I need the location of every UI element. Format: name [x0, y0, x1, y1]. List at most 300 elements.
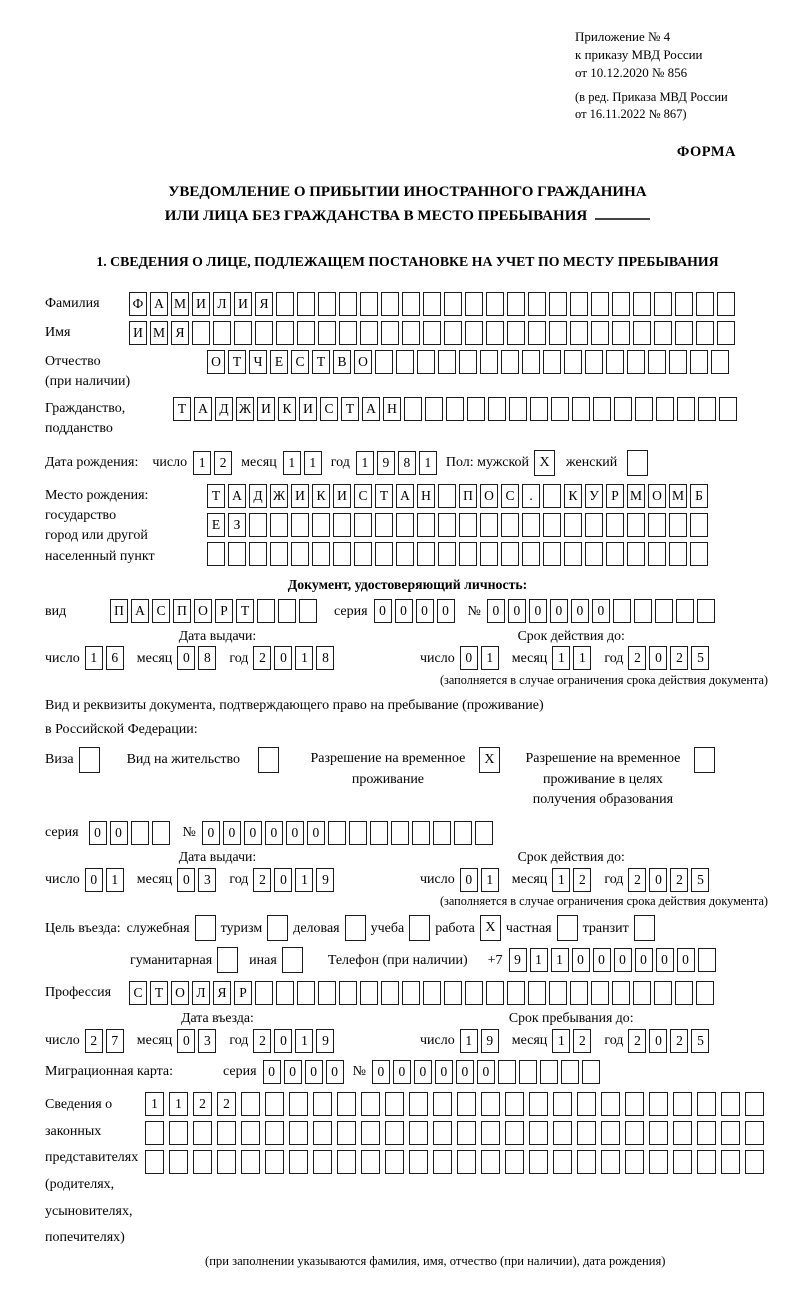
form-cell[interactable] — [690, 350, 708, 374]
form-cell[interactable] — [480, 542, 498, 566]
form-cell[interactable]: 1 — [552, 646, 570, 670]
form-cell[interactable]: О — [648, 484, 666, 508]
form-cell[interactable]: 0 — [649, 1029, 667, 1053]
form-cell[interactable] — [745, 1150, 764, 1174]
form-cell[interactable] — [649, 1092, 668, 1116]
form-cell[interactable] — [677, 397, 695, 421]
form-cell[interactable] — [549, 321, 567, 345]
form-cell[interactable] — [601, 1150, 620, 1174]
form-cell[interactable]: 3 — [198, 1029, 216, 1053]
form-cell[interactable] — [402, 981, 420, 1005]
form-cell[interactable]: Т — [375, 484, 393, 508]
form-cell[interactable]: 0 — [460, 868, 478, 892]
form-cell[interactable] — [417, 350, 435, 374]
purpose-other-checkbox[interactable] — [282, 947, 303, 973]
form-cell[interactable] — [169, 1150, 188, 1174]
form-cell[interactable] — [360, 292, 378, 316]
form-cell[interactable]: 1 — [295, 646, 313, 670]
form-cell[interactable]: К — [312, 484, 330, 508]
form-cell[interactable] — [361, 1121, 380, 1145]
form-cell[interactable] — [591, 981, 609, 1005]
form-cell[interactable] — [721, 1092, 740, 1116]
form-cell[interactable]: 2 — [573, 1029, 591, 1053]
form-cell[interactable]: С — [501, 484, 519, 508]
form-cell[interactable] — [457, 1150, 476, 1174]
form-cell[interactable] — [522, 350, 540, 374]
form-cell[interactable] — [498, 1060, 516, 1084]
form-cell[interactable]: Л — [192, 981, 210, 1005]
form-cell[interactable] — [312, 542, 330, 566]
form-cell[interactable] — [721, 1150, 740, 1174]
form-cell[interactable] — [591, 292, 609, 316]
form-cell[interactable] — [543, 350, 561, 374]
form-cell[interactable]: М — [669, 484, 687, 508]
form-cell[interactable] — [402, 321, 420, 345]
purpose-study-checkbox[interactable] — [409, 915, 430, 941]
form-cell[interactable] — [241, 1092, 260, 1116]
form-cell[interactable] — [582, 1060, 600, 1084]
form-cell[interactable]: 2 — [85, 1029, 103, 1053]
form-cell[interactable] — [612, 292, 630, 316]
form-cell[interactable] — [585, 513, 603, 537]
form-cell[interactable] — [585, 350, 603, 374]
form-cell[interactable]: Я — [255, 292, 273, 316]
form-cell[interactable]: 0 — [508, 599, 526, 623]
form-cell[interactable] — [480, 350, 498, 374]
form-cell[interactable] — [648, 542, 666, 566]
form-cell[interactable] — [501, 542, 519, 566]
form-cell[interactable] — [480, 513, 498, 537]
form-cell[interactable] — [417, 542, 435, 566]
form-cell[interactable]: 1 — [530, 948, 548, 972]
form-cell[interactable]: 1 — [283, 451, 301, 475]
form-cell[interactable]: 0 — [656, 948, 674, 972]
form-cell[interactable] — [446, 397, 464, 421]
form-cell[interactable] — [593, 397, 611, 421]
form-cell[interactable] — [551, 397, 569, 421]
form-cell[interactable]: П — [173, 599, 191, 623]
form-cell[interactable] — [519, 1060, 537, 1084]
form-cell[interactable]: 1 — [460, 1029, 478, 1053]
form-cell[interactable]: 0 — [395, 599, 413, 623]
form-cell[interactable] — [457, 1092, 476, 1116]
form-cell[interactable] — [385, 1150, 404, 1174]
form-cell[interactable]: 0 — [649, 868, 667, 892]
form-cell[interactable] — [543, 513, 561, 537]
form-cell[interactable]: 0 — [414, 1060, 432, 1084]
form-cell[interactable] — [423, 981, 441, 1005]
form-cell[interactable] — [625, 1121, 644, 1145]
form-cell[interactable]: 0 — [274, 646, 292, 670]
purpose-transit-checkbox[interactable] — [634, 915, 655, 941]
form-cell[interactable] — [444, 981, 462, 1005]
form-cell[interactable] — [391, 821, 409, 845]
form-cell[interactable] — [505, 1121, 524, 1145]
purpose-business-checkbox[interactable] — [345, 915, 366, 941]
form-cell[interactable]: Т — [228, 350, 246, 374]
form-cell[interactable] — [669, 542, 687, 566]
form-cell[interactable]: М — [627, 484, 645, 508]
form-cell[interactable] — [625, 1150, 644, 1174]
form-cell[interactable] — [360, 981, 378, 1005]
form-cell[interactable] — [486, 321, 504, 345]
form-cell[interactable]: 1 — [295, 1029, 313, 1053]
form-cell[interactable]: 1 — [169, 1092, 188, 1116]
form-cell[interactable] — [627, 542, 645, 566]
form-cell[interactable] — [255, 981, 273, 1005]
form-cell[interactable] — [467, 397, 485, 421]
form-cell[interactable] — [564, 513, 582, 537]
form-cell[interactable]: 0 — [477, 1060, 495, 1084]
form-cell[interactable] — [572, 397, 590, 421]
form-cell[interactable] — [278, 599, 296, 623]
form-cell[interactable] — [577, 1121, 596, 1145]
form-cell[interactable] — [409, 1150, 428, 1174]
form-cell[interactable]: 1 — [295, 868, 313, 892]
form-cell[interactable] — [433, 821, 451, 845]
form-cell[interactable]: 2 — [670, 1029, 688, 1053]
form-cell[interactable] — [241, 1121, 260, 1145]
form-cell[interactable] — [543, 542, 561, 566]
form-cell[interactable]: Я — [171, 321, 189, 345]
form-cell[interactable] — [465, 292, 483, 316]
form-cell[interactable] — [522, 513, 540, 537]
form-cell[interactable] — [698, 397, 716, 421]
form-cell[interactable] — [249, 513, 267, 537]
form-cell[interactable] — [570, 292, 588, 316]
form-cell[interactable]: 6 — [106, 646, 124, 670]
form-cell[interactable]: А — [228, 484, 246, 508]
form-cell[interactable]: 0 — [177, 1029, 195, 1053]
form-cell[interactable] — [481, 1150, 500, 1174]
form-cell[interactable] — [438, 484, 456, 508]
form-cell[interactable] — [696, 981, 714, 1005]
form-cell[interactable] — [507, 321, 525, 345]
form-cell[interactable] — [649, 1121, 668, 1145]
form-cell[interactable] — [528, 981, 546, 1005]
form-cell[interactable]: 2 — [217, 1092, 236, 1116]
form-cell[interactable] — [291, 513, 309, 537]
form-cell[interactable]: З — [228, 513, 246, 537]
form-cell[interactable]: С — [320, 397, 338, 421]
form-cell[interactable] — [654, 321, 672, 345]
form-cell[interactable]: В — [333, 350, 351, 374]
form-cell[interactable] — [404, 397, 422, 421]
form-cell[interactable] — [339, 981, 357, 1005]
form-cell[interactable] — [318, 321, 336, 345]
form-cell[interactable]: 9 — [509, 948, 527, 972]
form-cell[interactable]: Б — [690, 484, 708, 508]
form-cell[interactable] — [528, 321, 546, 345]
form-cell[interactable] — [577, 1150, 596, 1174]
form-cell[interactable]: 0 — [571, 599, 589, 623]
form-cell[interactable] — [648, 513, 666, 537]
form-cell[interactable] — [501, 513, 519, 537]
form-cell[interactable]: 5 — [691, 868, 709, 892]
form-cell[interactable] — [402, 292, 420, 316]
form-cell[interactable] — [228, 542, 246, 566]
form-cell[interactable]: 1 — [573, 646, 591, 670]
form-cell[interactable]: 8 — [398, 451, 416, 475]
form-cell[interactable] — [697, 1092, 716, 1116]
form-cell[interactable] — [289, 1092, 308, 1116]
form-cell[interactable]: О — [207, 350, 225, 374]
form-cell[interactable]: О — [354, 350, 372, 374]
form-cell[interactable] — [656, 397, 674, 421]
form-cell[interactable] — [361, 1092, 380, 1116]
form-cell[interactable] — [697, 1121, 716, 1145]
form-cell[interactable]: 0 — [274, 868, 292, 892]
form-cell[interactable] — [438, 542, 456, 566]
form-cell[interactable]: Ж — [270, 484, 288, 508]
form-cell[interactable]: Н — [383, 397, 401, 421]
form-cell[interactable] — [375, 513, 393, 537]
form-cell[interactable] — [396, 542, 414, 566]
form-cell[interactable]: А — [131, 599, 149, 623]
form-cell[interactable]: 2 — [628, 868, 646, 892]
form-cell[interactable]: Ж — [236, 397, 254, 421]
form-cell[interactable]: 0 — [284, 1060, 302, 1084]
form-cell[interactable]: 0 — [550, 599, 568, 623]
form-cell[interactable] — [614, 397, 632, 421]
form-cell[interactable] — [486, 292, 504, 316]
form-cell[interactable]: И — [333, 484, 351, 508]
form-cell[interactable]: О — [194, 599, 212, 623]
form-cell[interactable] — [425, 397, 443, 421]
form-cell[interactable] — [217, 1121, 236, 1145]
form-cell[interactable] — [673, 1150, 692, 1174]
form-cell[interactable]: И — [129, 321, 147, 345]
form-cell[interactable]: 9 — [316, 868, 334, 892]
form-cell[interactable] — [669, 350, 687, 374]
form-cell[interactable] — [633, 292, 651, 316]
form-cell[interactable]: 0 — [374, 599, 392, 623]
form-cell[interactable]: С — [152, 599, 170, 623]
form-cell[interactable]: 3 — [198, 868, 216, 892]
form-cell[interactable]: 1 — [193, 451, 211, 475]
form-cell[interactable] — [675, 981, 693, 1005]
form-cell[interactable] — [675, 321, 693, 345]
form-cell[interactable]: . — [522, 484, 540, 508]
form-cell[interactable]: И — [257, 397, 275, 421]
form-cell[interactable] — [564, 350, 582, 374]
form-cell[interactable] — [676, 599, 694, 623]
sex-male-checkbox[interactable]: X — [534, 450, 555, 476]
form-cell[interactable]: Т — [173, 397, 191, 421]
form-cell[interactable] — [297, 292, 315, 316]
form-cell[interactable]: 0 — [572, 948, 590, 972]
form-cell[interactable] — [375, 350, 393, 374]
form-cell[interactable]: 1 — [304, 451, 322, 475]
form-cell[interactable] — [529, 1092, 548, 1116]
form-cell[interactable]: 0 — [326, 1060, 344, 1084]
form-cell[interactable] — [655, 599, 673, 623]
form-cell[interactable]: И — [192, 292, 210, 316]
form-cell[interactable] — [131, 821, 149, 845]
form-cell[interactable]: 2 — [670, 646, 688, 670]
form-cell[interactable] — [433, 1092, 452, 1116]
form-cell[interactable]: 1 — [551, 948, 569, 972]
purpose-tourism-checkbox[interactable] — [267, 915, 288, 941]
form-cell[interactable]: 0 — [307, 821, 325, 845]
form-cell[interactable] — [673, 1092, 692, 1116]
form-cell[interactable]: 9 — [316, 1029, 334, 1053]
form-cell[interactable] — [529, 1121, 548, 1145]
form-cell[interactable] — [354, 542, 372, 566]
form-cell[interactable]: 0 — [177, 868, 195, 892]
form-cell[interactable]: 0 — [460, 646, 478, 670]
form-cell[interactable] — [433, 1121, 452, 1145]
form-cell[interactable] — [570, 321, 588, 345]
form-cell[interactable] — [459, 513, 477, 537]
form-cell[interactable] — [465, 981, 483, 1005]
form-cell[interactable]: И — [291, 484, 309, 508]
form-cell[interactable] — [585, 542, 603, 566]
form-cell[interactable] — [409, 1121, 428, 1145]
form-cell[interactable] — [507, 981, 525, 1005]
form-cell[interactable] — [291, 542, 309, 566]
form-cell[interactable] — [313, 1150, 332, 1174]
form-cell[interactable]: 1 — [552, 868, 570, 892]
form-cell[interactable] — [627, 513, 645, 537]
form-cell[interactable] — [381, 292, 399, 316]
form-cell[interactable] — [433, 1150, 452, 1174]
form-cell[interactable]: А — [362, 397, 380, 421]
form-cell[interactable] — [549, 981, 567, 1005]
form-cell[interactable] — [265, 1150, 284, 1174]
purpose-work-checkbox[interactable]: X — [480, 915, 501, 941]
form-cell[interactable]: 0 — [649, 646, 667, 670]
form-cell[interactable] — [612, 321, 630, 345]
form-cell[interactable]: П — [110, 599, 128, 623]
form-cell[interactable] — [396, 350, 414, 374]
form-cell[interactable] — [333, 542, 351, 566]
form-cell[interactable] — [570, 981, 588, 1005]
form-cell[interactable] — [627, 350, 645, 374]
form-cell[interactable]: С — [291, 350, 309, 374]
form-cell[interactable] — [613, 599, 631, 623]
purpose-private-checkbox[interactable] — [557, 915, 578, 941]
form-cell[interactable] — [312, 513, 330, 537]
form-cell[interactable] — [318, 292, 336, 316]
form-cell[interactable] — [257, 599, 275, 623]
form-cell[interactable] — [412, 821, 430, 845]
form-cell[interactable] — [193, 1121, 212, 1145]
form-cell[interactable] — [385, 1092, 404, 1116]
form-cell[interactable]: 0 — [177, 646, 195, 670]
form-cell[interactable]: 0 — [593, 948, 611, 972]
form-cell[interactable] — [339, 321, 357, 345]
form-cell[interactable] — [549, 292, 567, 316]
form-cell[interactable] — [719, 397, 737, 421]
form-cell[interactable] — [217, 1150, 236, 1174]
form-cell[interactable]: 0 — [487, 599, 505, 623]
form-cell[interactable] — [634, 599, 652, 623]
form-cell[interactable] — [349, 821, 367, 845]
form-cell[interactable] — [333, 513, 351, 537]
form-cell[interactable] — [459, 542, 477, 566]
form-cell[interactable] — [381, 321, 399, 345]
form-cell[interactable] — [522, 542, 540, 566]
form-cell[interactable] — [328, 821, 346, 845]
form-cell[interactable]: 2 — [573, 868, 591, 892]
form-cell[interactable] — [577, 1092, 596, 1116]
form-cell[interactable]: О — [480, 484, 498, 508]
form-cell[interactable]: 0 — [592, 599, 610, 623]
form-cell[interactable]: 0 — [529, 599, 547, 623]
form-cell[interactable]: Ч — [249, 350, 267, 374]
form-cell[interactable] — [313, 1121, 332, 1145]
form-cell[interactable] — [213, 321, 231, 345]
form-cell[interactable]: С — [354, 484, 372, 508]
form-cell[interactable]: 9 — [377, 451, 395, 475]
form-cell[interactable] — [698, 948, 716, 972]
form-cell[interactable] — [553, 1092, 572, 1116]
form-cell[interactable] — [505, 1092, 524, 1116]
form-cell[interactable] — [354, 513, 372, 537]
form-cell[interactable] — [501, 350, 519, 374]
form-cell[interactable]: М — [150, 321, 168, 345]
form-cell[interactable] — [145, 1150, 164, 1174]
form-cell[interactable]: 2 — [253, 1029, 271, 1053]
form-cell[interactable] — [606, 542, 624, 566]
form-cell[interactable] — [673, 1121, 692, 1145]
form-cell[interactable] — [409, 1092, 428, 1116]
form-cell[interactable] — [337, 1150, 356, 1174]
form-cell[interactable]: Д — [215, 397, 233, 421]
form-cell[interactable]: А — [150, 292, 168, 316]
form-cell[interactable] — [241, 1150, 260, 1174]
form-cell[interactable] — [423, 292, 441, 316]
form-cell[interactable] — [697, 599, 715, 623]
form-cell[interactable] — [457, 1121, 476, 1145]
form-cell[interactable]: 0 — [393, 1060, 411, 1084]
purpose-humanitarian-checkbox[interactable] — [217, 947, 238, 973]
form-cell[interactable] — [423, 321, 441, 345]
form-cell[interactable] — [612, 981, 630, 1005]
form-cell[interactable]: Ф — [129, 292, 147, 316]
form-cell[interactable]: 0 — [305, 1060, 323, 1084]
form-cell[interactable]: Д — [249, 484, 267, 508]
form-cell[interactable] — [606, 350, 624, 374]
form-cell[interactable] — [675, 292, 693, 316]
form-cell[interactable] — [289, 1121, 308, 1145]
form-cell[interactable]: 0 — [677, 948, 695, 972]
form-cell[interactable]: 2 — [628, 1029, 646, 1053]
form-cell[interactable] — [169, 1121, 188, 1145]
form-cell[interactable]: 0 — [416, 599, 434, 623]
form-cell[interactable] — [635, 397, 653, 421]
form-cell[interactable]: 7 — [106, 1029, 124, 1053]
form-cell[interactable] — [381, 981, 399, 1005]
form-cell[interactable] — [721, 1121, 740, 1145]
form-cell[interactable] — [444, 321, 462, 345]
form-cell[interactable]: С — [129, 981, 147, 1005]
form-cell[interactable] — [529, 1150, 548, 1174]
form-cell[interactable]: Т — [150, 981, 168, 1005]
form-cell[interactable] — [145, 1121, 164, 1145]
form-cell[interactable] — [276, 292, 294, 316]
form-cell[interactable]: Т — [236, 599, 254, 623]
form-cell[interactable] — [696, 321, 714, 345]
form-cell[interactable]: 2 — [214, 451, 232, 475]
form-cell[interactable] — [540, 1060, 558, 1084]
form-cell[interactable] — [192, 321, 210, 345]
form-cell[interactable] — [591, 321, 609, 345]
form-cell[interactable] — [313, 1092, 332, 1116]
form-cell[interactable]: Е — [270, 350, 288, 374]
form-cell[interactable]: 5 — [691, 646, 709, 670]
